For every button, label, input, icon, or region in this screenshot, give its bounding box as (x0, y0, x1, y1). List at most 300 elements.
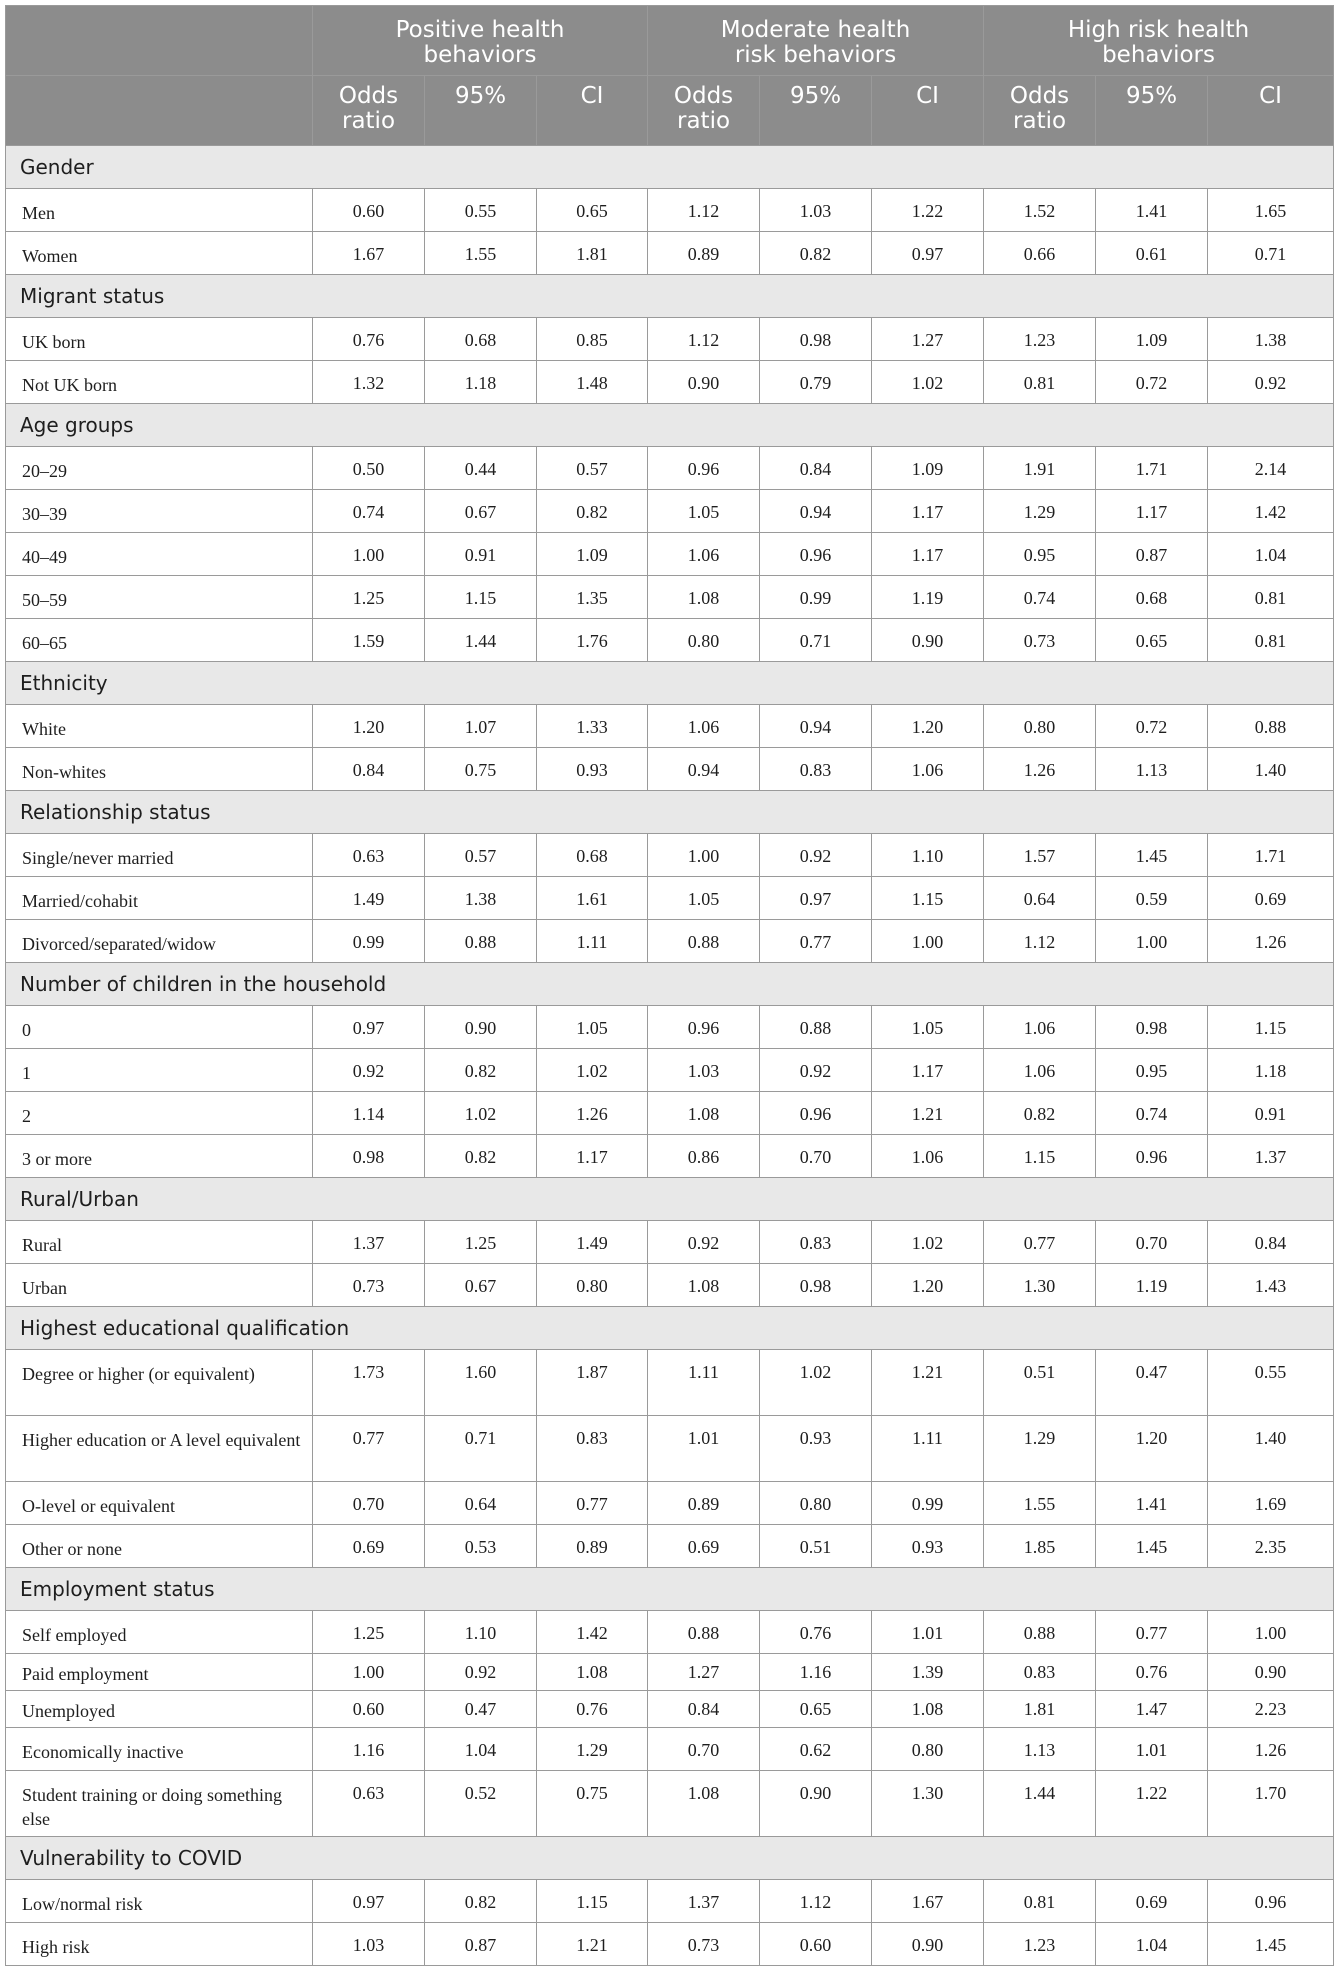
value-cell: 0.72 (1096, 361, 1208, 404)
value-cell: 0.75 (537, 1771, 648, 1837)
value-cell: 1.29 (984, 1416, 1096, 1482)
value-cell: 1.25 (425, 1221, 537, 1264)
value-cell: 1.10 (425, 1611, 537, 1654)
value-cell: 1.13 (984, 1728, 1096, 1771)
row-label: 2 (6, 1092, 313, 1135)
value-cell: 0.92 (1208, 361, 1334, 404)
value-cell: 0.80 (648, 619, 760, 662)
value-cell: 0.80 (760, 1482, 872, 1525)
value-cell: 0.82 (425, 1135, 537, 1178)
value-cell: 1.70 (1208, 1771, 1334, 1837)
value-cell: 0.61 (1096, 232, 1208, 275)
value-cell: 0.97 (872, 232, 984, 275)
value-cell: 0.96 (760, 1092, 872, 1135)
value-cell: 0.77 (760, 920, 872, 963)
row-label: Economically inactive (6, 1728, 313, 1771)
row-label: Married/cohabit (6, 877, 313, 920)
value-cell: 1.00 (648, 834, 760, 877)
value-cell: 1.00 (872, 920, 984, 963)
value-cell: 0.84 (313, 748, 425, 791)
value-cell: 1.55 (984, 1482, 1096, 1525)
row-label: UK born (6, 318, 313, 361)
value-cell: 1.17 (872, 490, 984, 533)
value-cell: 1.06 (648, 533, 760, 576)
value-cell: 0.59 (1096, 877, 1208, 920)
row-label: 1 (6, 1049, 313, 1092)
header-blank (6, 6, 313, 76)
value-cell: 2.14 (1208, 447, 1334, 490)
value-cell: 0.83 (984, 1654, 1096, 1691)
value-cell: 0.85 (537, 318, 648, 361)
value-cell: 0.52 (425, 1771, 537, 1837)
table-row (6, 361, 1334, 404)
value-cell: 1.21 (537, 1923, 648, 1966)
value-cell: 1.25 (313, 1611, 425, 1654)
value-cell: 0.65 (1096, 619, 1208, 662)
value-cell: 0.67 (425, 1264, 537, 1307)
value-cell: 1.55 (425, 232, 537, 275)
table-row (6, 1654, 1334, 1691)
value-cell: 1.15 (537, 1880, 648, 1923)
value-cell: 0.70 (313, 1482, 425, 1525)
value-cell: 1.04 (1096, 1923, 1208, 1966)
value-cell: 0.87 (425, 1923, 537, 1966)
value-cell: 0.68 (1096, 576, 1208, 619)
value-cell: 1.02 (760, 1350, 872, 1416)
value-cell: 0.96 (760, 533, 872, 576)
value-cell: 1.67 (872, 1880, 984, 1923)
section-title: Age groups (6, 404, 1334, 447)
value-cell: 1.11 (872, 1416, 984, 1482)
value-cell: 1.13 (1096, 748, 1208, 791)
value-cell: 0.77 (537, 1482, 648, 1525)
value-cell: 1.08 (648, 576, 760, 619)
table-row (6, 1525, 1334, 1568)
value-cell: 1.52 (984, 189, 1096, 232)
table-row (6, 1092, 1334, 1135)
value-cell: 1.23 (984, 318, 1096, 361)
value-cell: 1.38 (425, 877, 537, 920)
value-cell: 1.45 (1096, 834, 1208, 877)
value-cell: 1.08 (648, 1264, 760, 1307)
value-cell: 0.82 (425, 1880, 537, 1923)
section-title: Relationship status (6, 791, 1334, 834)
table-row (6, 232, 1334, 275)
value-cell: 0.99 (760, 576, 872, 619)
value-cell: 1.37 (1208, 1135, 1334, 1178)
table-row (6, 318, 1334, 361)
value-cell: 0.94 (760, 705, 872, 748)
value-cell: 0.77 (1096, 1611, 1208, 1654)
value-cell: 0.93 (760, 1416, 872, 1482)
header-group-high: High risk health behaviors (984, 6, 1334, 76)
value-cell: 1.06 (872, 1135, 984, 1178)
row-label: Women (6, 232, 313, 275)
value-cell: 0.60 (313, 1691, 425, 1728)
value-cell: 1.42 (1208, 490, 1334, 533)
value-cell: 0.90 (425, 1006, 537, 1049)
row-label: Divorced/separated/widow (6, 920, 313, 963)
value-cell: 1.20 (313, 705, 425, 748)
value-cell: 0.69 (1096, 1880, 1208, 1923)
value-cell: 1.76 (537, 619, 648, 662)
value-cell: 0.71 (425, 1416, 537, 1482)
table-row (6, 1049, 1334, 1092)
value-cell: 0.93 (872, 1525, 984, 1568)
value-cell: 0.76 (313, 318, 425, 361)
value-cell: 0.80 (984, 705, 1096, 748)
row-label: Low/normal risk (6, 1880, 313, 1923)
table-row (6, 1611, 1334, 1654)
table-row (6, 1728, 1334, 1771)
section-header-row (6, 662, 1334, 705)
value-cell: 1.16 (760, 1654, 872, 1691)
value-cell: 0.68 (425, 318, 537, 361)
value-cell: 1.07 (425, 705, 537, 748)
table-row (6, 490, 1334, 533)
value-cell: 0.82 (984, 1092, 1096, 1135)
value-cell: 1.27 (872, 318, 984, 361)
value-cell: 0.77 (313, 1416, 425, 1482)
value-cell: 1.73 (313, 1350, 425, 1416)
row-label: Single/never married (6, 834, 313, 877)
value-cell: 1.16 (313, 1728, 425, 1771)
value-cell: 0.89 (648, 232, 760, 275)
value-cell: 0.98 (760, 318, 872, 361)
value-cell: 0.91 (425, 533, 537, 576)
row-label: Rural (6, 1221, 313, 1264)
value-cell: 0.51 (984, 1350, 1096, 1416)
table-row (6, 1771, 1334, 1837)
value-cell: 1.09 (1096, 318, 1208, 361)
value-cell: 0.96 (1208, 1880, 1334, 1923)
value-cell: 1.67 (313, 232, 425, 275)
value-cell: 0.98 (1096, 1006, 1208, 1049)
section-title: Highest educational qualification (6, 1307, 1334, 1350)
value-cell: 0.60 (313, 189, 425, 232)
table-row (6, 1416, 1334, 1482)
table-row (6, 705, 1334, 748)
value-cell: 1.21 (872, 1092, 984, 1135)
value-cell: 1.19 (1096, 1264, 1208, 1307)
table-row (6, 1880, 1334, 1923)
value-cell: 0.84 (760, 447, 872, 490)
section-header-row (6, 1307, 1334, 1350)
value-cell: 0.73 (313, 1264, 425, 1307)
value-cell: 1.45 (1096, 1525, 1208, 1568)
value-cell: 0.69 (313, 1525, 425, 1568)
value-cell: 1.44 (425, 619, 537, 662)
value-cell: 0.95 (984, 533, 1096, 576)
value-cell: 1.08 (648, 1771, 760, 1837)
value-cell: 1.15 (984, 1135, 1096, 1178)
value-cell: 1.20 (1096, 1416, 1208, 1482)
value-cell: 0.67 (425, 490, 537, 533)
section-title: Vulnerability to COVID (6, 1837, 1334, 1880)
value-cell: 1.06 (984, 1006, 1096, 1049)
value-cell: 1.69 (1208, 1482, 1334, 1525)
value-cell: 0.81 (984, 361, 1096, 404)
header-odds-ratio: Odds ratio (984, 76, 1096, 146)
value-cell: 0.44 (425, 447, 537, 490)
value-cell: 1.05 (872, 1006, 984, 1049)
value-cell: 0.97 (313, 1880, 425, 1923)
value-cell: 1.29 (984, 490, 1096, 533)
table-row (6, 1350, 1334, 1416)
value-cell: 0.90 (648, 361, 760, 404)
row-label: Paid employment (6, 1654, 313, 1691)
row-label: 3 or more (6, 1135, 313, 1178)
table-body (6, 146, 1334, 1966)
value-cell: 1.10 (872, 834, 984, 877)
value-cell: 1.19 (872, 576, 984, 619)
value-cell: 0.89 (648, 1482, 760, 1525)
value-cell: 0.88 (984, 1611, 1096, 1654)
value-cell: 1.17 (537, 1135, 648, 1178)
value-cell: 1.49 (537, 1221, 648, 1264)
value-cell: 1.14 (313, 1092, 425, 1135)
value-cell: 1.15 (425, 576, 537, 619)
value-cell: 1.15 (1208, 1006, 1334, 1049)
value-cell: 0.68 (537, 834, 648, 877)
value-cell: 1.02 (425, 1092, 537, 1135)
section-header-row (6, 1837, 1334, 1880)
value-cell: 1.44 (984, 1771, 1096, 1837)
value-cell: 1.22 (872, 189, 984, 232)
value-cell: 0.69 (1208, 877, 1334, 920)
section-header-row (6, 275, 1334, 318)
section-header-row (6, 1568, 1334, 1611)
value-cell: 1.81 (984, 1691, 1096, 1728)
value-cell: 0.86 (648, 1135, 760, 1178)
value-cell: 0.88 (760, 1006, 872, 1049)
value-cell: 1.47 (1096, 1691, 1208, 1728)
value-cell: 1.05 (648, 877, 760, 920)
row-label: 40–49 (6, 533, 313, 576)
value-cell: 1.85 (984, 1525, 1096, 1568)
row-label: O-level or equivalent (6, 1482, 313, 1525)
header-ci: CI (872, 76, 984, 146)
value-cell: 1.04 (1208, 533, 1334, 576)
value-cell: 1.11 (537, 920, 648, 963)
value-cell: 0.55 (1208, 1350, 1334, 1416)
header-ci: CI (1208, 76, 1334, 146)
value-cell: 0.63 (313, 1771, 425, 1837)
value-cell: 0.74 (1096, 1092, 1208, 1135)
value-cell: 1.37 (313, 1221, 425, 1264)
value-cell: 0.82 (425, 1049, 537, 1092)
value-cell: 0.65 (537, 189, 648, 232)
value-cell: 0.55 (425, 189, 537, 232)
table-row (6, 1264, 1334, 1307)
value-cell: 0.76 (760, 1611, 872, 1654)
value-cell: 0.96 (648, 1006, 760, 1049)
row-label: Unemployed (6, 1691, 313, 1728)
value-cell: 0.96 (1096, 1135, 1208, 1178)
value-cell: 1.09 (537, 533, 648, 576)
value-cell: 1.45 (1208, 1923, 1334, 1966)
value-cell: 1.03 (760, 189, 872, 232)
value-cell: 0.53 (425, 1525, 537, 1568)
value-cell: 0.83 (537, 1416, 648, 1482)
value-cell: 1.49 (313, 877, 425, 920)
value-cell: 1.08 (648, 1092, 760, 1135)
value-cell: 0.72 (1096, 705, 1208, 748)
row-label: Urban (6, 1264, 313, 1307)
value-cell: 1.17 (872, 533, 984, 576)
section-header-row (6, 404, 1334, 447)
value-cell: 0.47 (1096, 1350, 1208, 1416)
row-label: 50–59 (6, 576, 313, 619)
table-header (6, 6, 1334, 146)
odds-ratio-table (5, 5, 1334, 1966)
value-cell: 1.20 (872, 705, 984, 748)
header-95: 95% (425, 76, 537, 146)
value-cell: 0.81 (984, 1880, 1096, 1923)
value-cell: 1.05 (648, 490, 760, 533)
header-group-positive: Positive health behaviors (313, 6, 648, 76)
value-cell: 0.84 (1208, 1221, 1334, 1264)
value-cell: 0.64 (984, 877, 1096, 920)
value-cell: 1.30 (872, 1771, 984, 1837)
value-cell: 1.02 (537, 1049, 648, 1092)
value-cell: 1.38 (1208, 318, 1334, 361)
header-95: 95% (760, 76, 872, 146)
value-cell: 1.18 (425, 361, 537, 404)
value-cell: 0.81 (1208, 576, 1334, 619)
value-cell: 1.11 (648, 1350, 760, 1416)
value-cell: 0.76 (537, 1691, 648, 1728)
value-cell: 1.15 (872, 877, 984, 920)
value-cell: 0.71 (760, 619, 872, 662)
value-cell: 0.81 (1208, 619, 1334, 662)
row-label: 20–29 (6, 447, 313, 490)
row-label: Higher education or A level equivalent (6, 1416, 313, 1482)
value-cell: 1.03 (648, 1049, 760, 1092)
value-cell: 0.92 (760, 834, 872, 877)
section-header-row (6, 791, 1334, 834)
value-cell: 1.91 (984, 447, 1096, 490)
value-cell: 0.88 (1208, 705, 1334, 748)
table-row (6, 1923, 1334, 1966)
value-cell: 1.60 (425, 1350, 537, 1416)
value-cell: 1.06 (872, 748, 984, 791)
value-cell: 1.03 (313, 1923, 425, 1966)
value-cell: 0.89 (537, 1525, 648, 1568)
value-cell: 0.87 (1096, 533, 1208, 576)
row-label: Men (6, 189, 313, 232)
value-cell: 0.82 (760, 232, 872, 275)
value-cell: 0.93 (537, 748, 648, 791)
value-cell: 1.00 (313, 533, 425, 576)
table-row (6, 1691, 1334, 1728)
value-cell: 1.23 (984, 1923, 1096, 1966)
table-row (6, 619, 1334, 662)
value-cell: 1.12 (760, 1880, 872, 1923)
value-cell: 0.83 (760, 1221, 872, 1264)
value-cell: 0.91 (1208, 1092, 1334, 1135)
value-cell: 0.92 (760, 1049, 872, 1092)
value-cell: 1.71 (1096, 447, 1208, 490)
value-cell: 1.65 (1208, 189, 1334, 232)
value-cell: 1.02 (872, 1221, 984, 1264)
row-label: High risk (6, 1923, 313, 1966)
value-cell: 1.42 (537, 1611, 648, 1654)
value-cell: 0.69 (648, 1525, 760, 1568)
value-cell: 0.57 (425, 834, 537, 877)
row-label: 30–39 (6, 490, 313, 533)
value-cell: 0.79 (760, 361, 872, 404)
value-cell: 0.82 (537, 490, 648, 533)
header-blank (6, 76, 313, 146)
value-cell: 1.21 (872, 1350, 984, 1416)
value-cell: 2.35 (1208, 1525, 1334, 1568)
value-cell: 1.17 (872, 1049, 984, 1092)
section-header-row (6, 963, 1334, 1006)
row-label: Degree or higher (or equivalent) (6, 1350, 313, 1416)
value-cell: 1.26 (984, 748, 1096, 791)
value-cell: 0.71 (1208, 232, 1334, 275)
value-cell: 0.99 (313, 920, 425, 963)
value-cell: 0.73 (984, 619, 1096, 662)
value-cell: 1.06 (648, 705, 760, 748)
value-cell: 0.47 (425, 1691, 537, 1728)
value-cell: 1.32 (313, 361, 425, 404)
value-cell: 0.73 (648, 1923, 760, 1966)
row-label: Not UK born (6, 361, 313, 404)
table-row (6, 1482, 1334, 1525)
value-cell: 0.77 (984, 1221, 1096, 1264)
table-row (6, 748, 1334, 791)
value-cell: 1.57 (984, 834, 1096, 877)
section-title: Rural/Urban (6, 1178, 1334, 1221)
table-row (6, 447, 1334, 490)
table-row (6, 1006, 1334, 1049)
value-cell: 0.64 (425, 1482, 537, 1525)
row-label: 0 (6, 1006, 313, 1049)
value-cell: 1.29 (537, 1728, 648, 1771)
value-cell: 1.01 (1096, 1728, 1208, 1771)
value-cell: 0.90 (872, 619, 984, 662)
value-cell: 0.74 (313, 490, 425, 533)
section-header-row (6, 146, 1334, 189)
value-cell: 1.81 (537, 232, 648, 275)
value-cell: 1.01 (648, 1416, 760, 1482)
value-cell: 1.01 (872, 1611, 984, 1654)
value-cell: 0.84 (648, 1691, 760, 1728)
table-row (6, 576, 1334, 619)
value-cell: 1.25 (313, 576, 425, 619)
row-label: Student training or doing something else (6, 1771, 313, 1837)
value-cell: 1.20 (872, 1264, 984, 1307)
value-cell: 1.61 (537, 877, 648, 920)
value-cell: 0.51 (760, 1525, 872, 1568)
value-cell: 1.09 (872, 447, 984, 490)
value-cell: 1.00 (1208, 1611, 1334, 1654)
value-cell: 0.88 (425, 920, 537, 963)
value-cell: 0.62 (760, 1728, 872, 1771)
section-title: Number of children in the household (6, 963, 1334, 1006)
value-cell: 1.40 (1208, 748, 1334, 791)
value-cell: 1.12 (648, 318, 760, 361)
header-ci: CI (537, 76, 648, 146)
value-cell: 0.97 (313, 1006, 425, 1049)
value-cell: 2.23 (1208, 1691, 1334, 1728)
table-row (6, 533, 1334, 576)
header-odds-ratio: Odds ratio (648, 76, 760, 146)
table-row (6, 189, 1334, 232)
value-cell: 1.35 (537, 576, 648, 619)
